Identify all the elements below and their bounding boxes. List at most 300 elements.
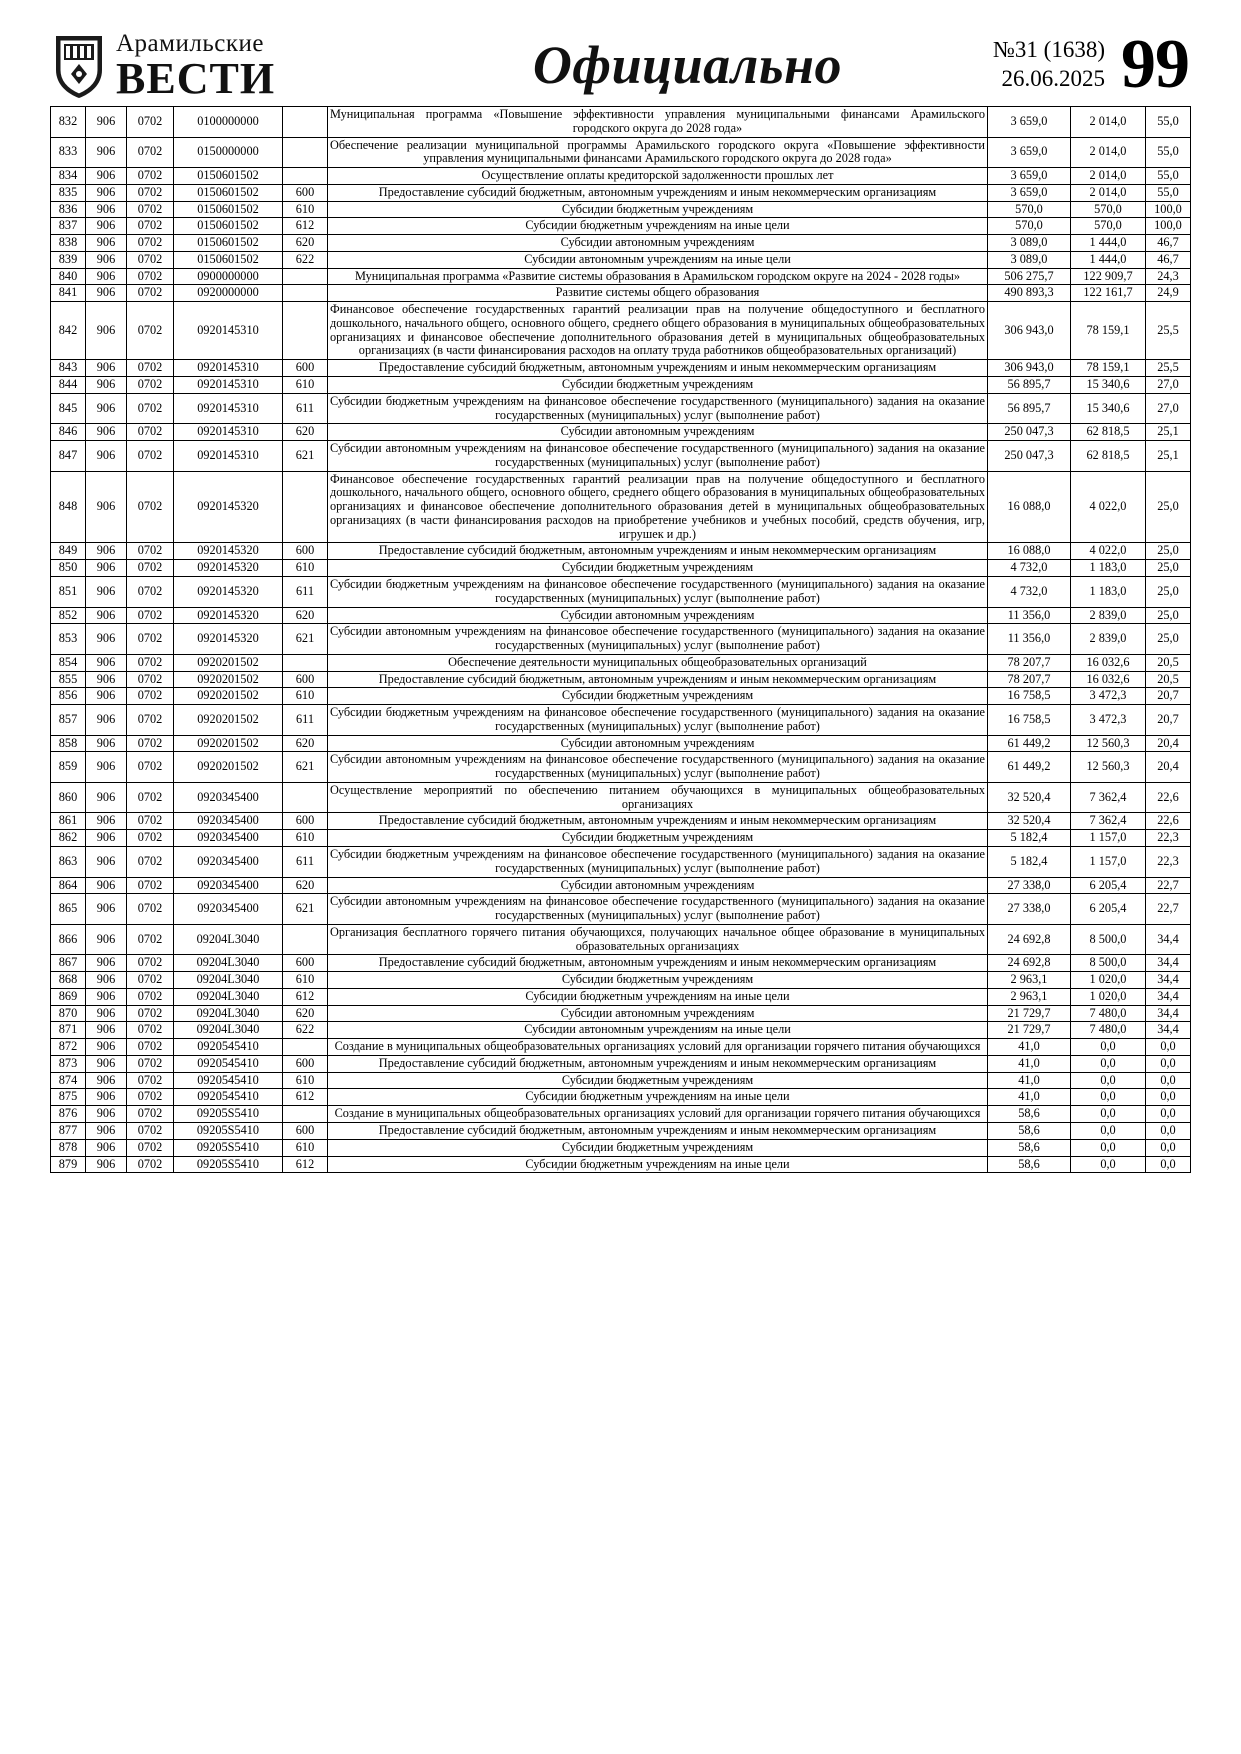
cell-razdel: 0702 [127,1089,174,1106]
cell-percent: 25,0 [1146,560,1191,577]
cell-fact: 4 022,0 [1071,543,1146,560]
cell-target-code: 0920000000 [174,285,283,302]
cell-vedomstvo: 906 [86,218,127,235]
row-number: 870 [51,1005,86,1022]
row-number: 852 [51,607,86,624]
cell-vid-rashoda: 612 [283,1089,328,1106]
cell-razdel: 0702 [127,251,174,268]
cell-target-code: 0920145310 [174,393,283,424]
row-number: 878 [51,1139,86,1156]
row-number: 858 [51,735,86,752]
cell-plan: 3 659,0 [988,137,1071,168]
page-title: Официально [532,35,843,95]
table-row [51,705,1191,736]
cell-vedomstvo: 906 [86,360,127,377]
cell-name: Муниципальная программа «Развитие системы образования в Арамильском городском округе на 2024 - 2028 годы» [328,268,988,285]
cell-razdel: 0702 [127,137,174,168]
cell-plan: 11 356,0 [988,607,1071,624]
publication-brand [52,29,352,103]
cell-percent: 25,0 [1146,624,1191,655]
cell-razdel: 0702 [127,752,174,783]
cell-name: Предоставление субсидий бюджетным, автономным учреждениям и иным некоммерческим организациям [328,543,988,560]
cell-vid-rashoda [283,924,328,955]
cell-razdel: 0702 [127,813,174,830]
table-row [51,894,1191,925]
cell-name: Предоставление субсидий бюджетным, автономным учреждениям и иным некоммерческим организациям [328,1123,988,1140]
cell-target-code: 09205S5410 [174,1106,283,1123]
cell-fact: 1 183,0 [1071,576,1146,607]
cell-vid-rashoda: 621 [283,624,328,655]
row-number: 862 [51,830,86,847]
cell-razdel: 0702 [127,705,174,736]
row-number: 838 [51,235,86,252]
row-number: 847 [51,441,86,472]
row-number: 856 [51,688,86,705]
cell-name: Организация бесплатного горячего питания обучающихся, получающих начальное общее образование в муниципальных образовательных организациях [328,924,988,955]
cell-vedomstvo: 906 [86,988,127,1005]
cell-fact: 3 472,3 [1071,705,1146,736]
cell-fact: 78 159,1 [1071,360,1146,377]
table-row [51,688,1191,705]
cell-fact: 0,0 [1071,1072,1146,1089]
cell-vedomstvo: 906 [86,894,127,925]
cell-vedomstvo: 906 [86,285,127,302]
cell-vedomstvo: 906 [86,1072,127,1089]
cell-name: Развитие системы общего образования [328,285,988,302]
table-row [51,377,1191,394]
cell-plan: 506 275,7 [988,268,1071,285]
cell-fact: 8 500,0 [1071,924,1146,955]
row-number: 837 [51,218,86,235]
cell-percent: 24,9 [1146,285,1191,302]
cell-percent: 34,4 [1146,988,1191,1005]
cell-fact: 4 022,0 [1071,471,1146,543]
cell-name: Субсидии бюджетным учреждениям на иные цели [328,1089,988,1106]
budget-table-container [0,106,1241,1173]
cell-percent: 34,4 [1146,972,1191,989]
cell-percent: 0,0 [1146,1039,1191,1056]
table-row [51,846,1191,877]
row-number: 841 [51,285,86,302]
cell-vedomstvo: 906 [86,705,127,736]
cell-vedomstvo: 906 [86,1123,127,1140]
cell-vid-rashoda: 620 [283,1005,328,1022]
cell-name: Субсидии автономным учреждениям [328,877,988,894]
cell-plan: 61 449,2 [988,752,1071,783]
cell-plan: 2 963,1 [988,988,1071,1005]
cell-name: Субсидии автономным учреждениям на финансовое обеспечение государственного (муниципального) задания на оказание государственных (муниципальных) услуг (выполнение работ) [328,752,988,783]
cell-plan: 11 356,0 [988,624,1071,655]
table-row [51,471,1191,543]
cell-vid-rashoda: 610 [283,377,328,394]
cell-plan: 24 692,8 [988,924,1071,955]
table-row [51,624,1191,655]
cell-vid-rashoda: 610 [283,201,328,218]
cell-vid-rashoda: 610 [283,560,328,577]
cell-target-code: 0150601502 [174,201,283,218]
cell-target-code: 09205S5410 [174,1156,283,1173]
table-row [51,1139,1191,1156]
cell-vedomstvo: 906 [86,830,127,847]
cell-fact: 0,0 [1071,1089,1146,1106]
row-number: 865 [51,894,86,925]
cell-fact: 2 014,0 [1071,107,1146,138]
cell-target-code: 0150601502 [174,251,283,268]
row-number: 840 [51,268,86,285]
row-number: 834 [51,168,86,185]
cell-vedomstvo: 906 [86,1106,127,1123]
row-number: 859 [51,752,86,783]
cell-percent: 55,0 [1146,137,1191,168]
cell-vedomstvo: 906 [86,624,127,655]
cell-razdel: 0702 [127,624,174,655]
cell-percent: 100,0 [1146,218,1191,235]
cell-vedomstvo: 906 [86,393,127,424]
cell-target-code: 0150601502 [174,168,283,185]
cell-vid-rashoda: 611 [283,576,328,607]
cell-fact: 570,0 [1071,218,1146,235]
cell-fact: 1 157,0 [1071,830,1146,847]
cell-vedomstvo: 906 [86,1022,127,1039]
cell-target-code: 0150601502 [174,235,283,252]
cell-vid-rashoda: 611 [283,393,328,424]
row-number: 843 [51,360,86,377]
cell-razdel: 0702 [127,184,174,201]
cell-target-code: 09204L3040 [174,972,283,989]
cell-percent: 22,3 [1146,830,1191,847]
cell-vedomstvo: 906 [86,1139,127,1156]
cell-plan: 32 520,4 [988,782,1071,813]
table-row [51,168,1191,185]
cell-name: Муниципальная программа «Повышение эффективности управления муниципальными финансами Арамильского городского округа до 2028 года» [328,107,988,138]
cell-plan: 41,0 [988,1072,1071,1089]
cell-target-code: 0920345400 [174,877,283,894]
cell-razdel: 0702 [127,201,174,218]
row-number: 842 [51,302,86,360]
cell-razdel: 0702 [127,441,174,472]
cell-fact: 0,0 [1071,1039,1146,1056]
cell-target-code: 0100000000 [174,107,283,138]
cell-vid-rashoda: 612 [283,988,328,1005]
cell-fact: 122 161,7 [1071,285,1146,302]
table-row [51,543,1191,560]
row-number: 875 [51,1089,86,1106]
cell-plan: 4 732,0 [988,576,1071,607]
cell-percent: 27,0 [1146,393,1191,424]
cell-name: Обеспечение деятельности муниципальных общеобразовательных организаций [328,654,988,671]
cell-vid-rashoda [283,782,328,813]
cell-plan: 58,6 [988,1106,1071,1123]
cell-plan: 61 449,2 [988,735,1071,752]
cell-target-code: 0920145310 [174,424,283,441]
cell-razdel: 0702 [127,1156,174,1173]
table-row [51,1156,1191,1173]
cell-fact: 62 818,5 [1071,424,1146,441]
cell-target-code: 0920201502 [174,654,283,671]
cell-target-code: 09205S5410 [174,1123,283,1140]
cell-vid-rashoda: 600 [283,184,328,201]
cell-name: Субсидии бюджетным учреждениям [328,560,988,577]
cell-target-code: 0920201502 [174,752,283,783]
cell-name: Субсидии бюджетным учреждениям [328,972,988,989]
row-number: 846 [51,424,86,441]
cell-plan: 78 207,7 [988,671,1071,688]
cell-name: Предоставление субсидий бюджетным, автономным учреждениям и иным некоммерческим организациям [328,360,988,377]
cell-target-code: 09204L3040 [174,955,283,972]
cell-vedomstvo: 906 [86,1089,127,1106]
cell-plan: 16 758,5 [988,705,1071,736]
cell-percent: 55,0 [1146,107,1191,138]
cell-plan: 3 089,0 [988,235,1071,252]
cell-fact: 0,0 [1071,1139,1146,1156]
cell-name: Финансовое обеспечение государственных гарантий реализации прав на получение общедоступного и бесплатного дошкольного, начального общего, основного общего, среднего общего образования в муниципальных общеобразовательных организациях и финансовое обеспечение дополнительного образования детей в муниципальных общеобразовательных организациях (в части финансирования расходов на приобретение учебников и учебных пособий, средств обучения, игр, игрушек и др.) [328,471,988,543]
cell-razdel: 0702 [127,1123,174,1140]
table-row [51,1106,1191,1123]
cell-razdel: 0702 [127,360,174,377]
row-number: 849 [51,543,86,560]
cell-vid-rashoda: 611 [283,846,328,877]
cell-target-code: 0900000000 [174,268,283,285]
table-row [51,424,1191,441]
row-number: 855 [51,671,86,688]
cell-razdel: 0702 [127,1072,174,1089]
cell-vid-rashoda: 610 [283,1072,328,1089]
cell-target-code: 0920145320 [174,560,283,577]
cell-percent: 20,4 [1146,752,1191,783]
cell-vid-rashoda [283,302,328,360]
row-number: 868 [51,972,86,989]
cell-percent: 25,1 [1146,424,1191,441]
brand-name-top: Арамильские [116,29,264,57]
cell-plan: 24 692,8 [988,955,1071,972]
cell-target-code: 0150601502 [174,218,283,235]
cell-target-code: 0920345400 [174,782,283,813]
cell-name: Субсидии автономным учреждениям на иные цели [328,1022,988,1039]
cell-vedomstvo: 906 [86,424,127,441]
cell-vid-rashoda: 610 [283,1139,328,1156]
cell-plan: 58,6 [988,1123,1071,1140]
cell-percent: 22,7 [1146,894,1191,925]
cell-vedomstvo: 906 [86,671,127,688]
cell-vid-rashoda: 620 [283,735,328,752]
table-row [51,654,1191,671]
cell-vedomstvo: 906 [86,735,127,752]
cell-vedomstvo: 906 [86,235,127,252]
cell-vid-rashoda: 622 [283,251,328,268]
cell-percent: 20,4 [1146,735,1191,752]
row-number: 877 [51,1123,86,1140]
cell-target-code: 0920145320 [174,624,283,655]
cell-name: Создание в муниципальных общеобразовательных организациях условий для организации горячего питания обучающихся [328,1039,988,1056]
cell-vid-rashoda [283,471,328,543]
cell-plan: 27 338,0 [988,877,1071,894]
cell-fact: 15 340,6 [1071,393,1146,424]
cell-percent: 34,4 [1146,955,1191,972]
cell-razdel: 0702 [127,235,174,252]
table-row [51,955,1191,972]
table-row [51,607,1191,624]
page-number: 99 [1121,26,1189,104]
cell-vedomstvo: 906 [86,1055,127,1072]
issue-info [992,26,1189,104]
cell-target-code: 0920145310 [174,441,283,472]
cell-razdel: 0702 [127,377,174,394]
cell-name: Обеспечение реализации муниципальной программы Арамильского городского округа «Повышение эффективности управления муниципальными финансами Арамильского городского округа до 2028 года» [328,137,988,168]
cell-plan: 78 207,7 [988,654,1071,671]
table-row [51,1005,1191,1022]
cell-vedomstvo: 906 [86,107,127,138]
cell-vedomstvo: 906 [86,137,127,168]
cell-vid-rashoda: 610 [283,688,328,705]
cell-vedomstvo: 906 [86,607,127,624]
cell-plan: 32 520,4 [988,813,1071,830]
cell-target-code: 0920145310 [174,360,283,377]
cell-target-code: 0920345400 [174,813,283,830]
cell-percent: 55,0 [1146,168,1191,185]
cell-percent: 0,0 [1146,1106,1191,1123]
cell-razdel: 0702 [127,830,174,847]
cell-razdel: 0702 [127,1139,174,1156]
cell-razdel: 0702 [127,168,174,185]
table-row [51,972,1191,989]
cell-razdel: 0702 [127,471,174,543]
cell-vid-rashoda: 600 [283,1055,328,1072]
table-row [51,560,1191,577]
row-number: 833 [51,137,86,168]
cell-target-code: 0920145310 [174,377,283,394]
table-row [51,1089,1191,1106]
cell-razdel: 0702 [127,285,174,302]
cell-fact: 1 183,0 [1071,560,1146,577]
cell-percent: 0,0 [1146,1156,1191,1173]
cell-name: Субсидии бюджетным учреждениям [328,830,988,847]
table-row [51,735,1191,752]
cell-vid-rashoda: 612 [283,218,328,235]
table-row [51,830,1191,847]
table-row [51,201,1191,218]
cell-percent: 25,0 [1146,543,1191,560]
cell-razdel: 0702 [127,576,174,607]
cell-target-code: 0920145320 [174,471,283,543]
row-number: 867 [51,955,86,972]
cell-razdel: 0702 [127,302,174,360]
cell-plan: 41,0 [988,1039,1071,1056]
cell-plan: 16 758,5 [988,688,1071,705]
cell-razdel: 0702 [127,846,174,877]
row-number: 839 [51,251,86,268]
cell-fact: 0,0 [1071,1156,1146,1173]
table-row [51,813,1191,830]
cell-razdel: 0702 [127,607,174,624]
cell-fact: 1 444,0 [1071,251,1146,268]
cell-name: Субсидии автономным учреждениям [328,235,988,252]
cell-vedomstvo: 906 [86,924,127,955]
table-row [51,107,1191,138]
row-number: 863 [51,846,86,877]
cell-percent: 25,0 [1146,576,1191,607]
cell-name: Предоставление субсидий бюджетным, автономным учреждениям и иным некоммерческим организациям [328,671,988,688]
cell-vid-rashoda: 620 [283,877,328,894]
cell-plan: 490 893,3 [988,285,1071,302]
table-row [51,1022,1191,1039]
row-number: 874 [51,1072,86,1089]
row-number: 873 [51,1055,86,1072]
row-number: 853 [51,624,86,655]
table-row [51,782,1191,813]
cell-vid-rashoda [283,137,328,168]
cell-name: Субсидии бюджетным учреждениям [328,1072,988,1089]
cell-target-code: 09204L3040 [174,1005,283,1022]
cell-vedomstvo: 906 [86,877,127,894]
cell-plan: 27 338,0 [988,894,1071,925]
cell-name: Субсидии автономным учреждениям [328,735,988,752]
cell-vid-rashoda: 620 [283,607,328,624]
row-number: 854 [51,654,86,671]
cell-target-code: 0920545410 [174,1089,283,1106]
cell-vedomstvo: 906 [86,471,127,543]
cell-fact: 2 014,0 [1071,184,1146,201]
cell-fact: 16 032,6 [1071,654,1146,671]
cell-razdel: 0702 [127,560,174,577]
cell-fact: 3 472,3 [1071,688,1146,705]
table-row [51,576,1191,607]
table-row [51,877,1191,894]
cell-name: Субсидии бюджетным учреждениям на иные цели [328,218,988,235]
cell-vedomstvo: 906 [86,560,127,577]
cell-percent: 0,0 [1146,1055,1191,1072]
table-row [51,285,1191,302]
cell-target-code: 09204L3040 [174,1022,283,1039]
row-number: 848 [51,471,86,543]
row-number: 861 [51,813,86,830]
row-number: 851 [51,576,86,607]
cell-name: Осуществление мероприятий по обеспечению питанием обучающихся в муниципальных общеобразовательных организациях [328,782,988,813]
cell-percent: 20,5 [1146,654,1191,671]
cell-target-code: 0920545410 [174,1072,283,1089]
cell-razdel: 0702 [127,393,174,424]
row-number: 864 [51,877,86,894]
cell-razdel: 0702 [127,218,174,235]
cell-target-code: 09204L3040 [174,924,283,955]
cell-name: Предоставление субсидий бюджетным, автономным учреждениям и иным некоммерческим организациям [328,1055,988,1072]
cell-razdel: 0702 [127,924,174,955]
cell-razdel: 0702 [127,107,174,138]
cell-percent: 22,6 [1146,782,1191,813]
coat-of-arms-icon [52,30,106,100]
cell-plan: 306 943,0 [988,360,1071,377]
row-number: 866 [51,924,86,955]
cell-plan: 56 895,7 [988,377,1071,394]
cell-percent: 34,4 [1146,1022,1191,1039]
table-row [51,184,1191,201]
cell-percent: 25,1 [1146,441,1191,472]
table-row [51,924,1191,955]
cell-plan: 306 943,0 [988,302,1071,360]
row-number: 850 [51,560,86,577]
cell-plan: 3 659,0 [988,184,1071,201]
row-number: 845 [51,393,86,424]
cell-name: Субсидии бюджетным учреждениям на финансовое обеспечение государственного (муниципального) задания на оказание государственных (муниципальных) услуг (выполнение работ) [328,705,988,736]
cell-razdel: 0702 [127,1022,174,1039]
cell-fact: 0,0 [1071,1055,1146,1072]
cell-vedomstvo: 906 [86,782,127,813]
cell-percent: 20,7 [1146,688,1191,705]
cell-target-code: 0920201502 [174,705,283,736]
cell-percent: 0,0 [1146,1139,1191,1156]
cell-percent: 20,7 [1146,705,1191,736]
masthead [0,0,1241,106]
cell-vid-rashoda [283,285,328,302]
